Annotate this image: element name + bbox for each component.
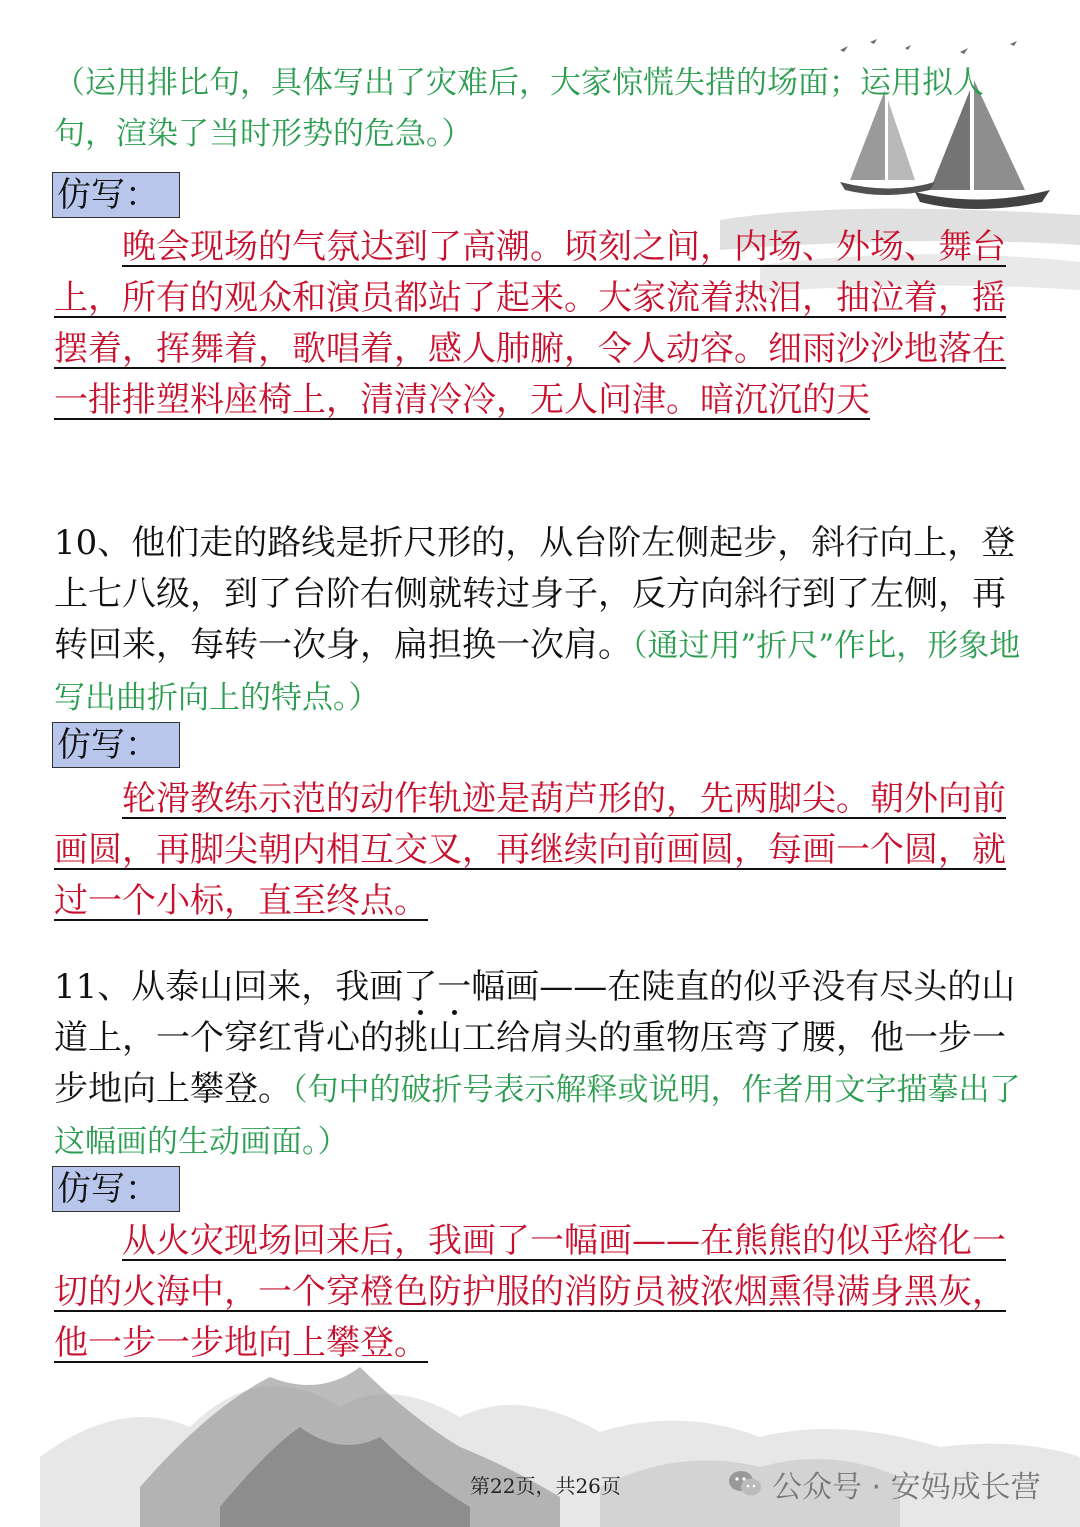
wechat-icon [728, 1469, 762, 1499]
imitation-text-2: 轮滑教练示范的动作轨迹是葫芦形的，先两脚尖。朝外向前画圆，再脚尖朝内相互交叉，再继续向前画圆，每画一个圆，就过一个小标，直至终点。 [54, 779, 1006, 921]
imitation-paragraph-3 [54, 1216, 1034, 1369]
imitation-paragraph-2 [54, 774, 1034, 927]
emphasis-dot-char-2: 一 [437, 967, 472, 1007]
example-sentence-10 [54, 518, 1034, 724]
page-number: 第22页，共26页 [470, 1474, 621, 1498]
wechat-account-watermark [728, 1462, 1041, 1506]
analysis-note-1: （运用排比句，具体写出了灾难后，大家惊慌失措的场面；运用拟人句，渲染了当时形势的危急。） [54, 65, 984, 152]
emphasis-dot-char-1: 了 [403, 967, 438, 1007]
imitation-label-1: 仿写： [52, 172, 180, 218]
imitation-text-1: 晚会现场的气氛达到了高潮。顷刻之间，内场、外场、舞台上，所有的观众和演员都站了起来。大家流着热泪，抽泣着，摇摆着，挥舞着，歌唱着，感人肺腑，令人动容。细雨沙沙地落在一排排塑料座椅上，清清冷冷，无人问津。暗沉沉的天 [54, 227, 1006, 420]
imitation-text-3: 从火灾现场回来后，我画了一幅画——在熊熊的似乎熔化一切的火海中，一个穿橙色防护服的消防员被浓烟熏得满身黑灰，他一步一步地向上攀登。 [54, 1221, 1006, 1363]
imitation-paragraph-1 [54, 222, 1034, 426]
sentence-text-11-end: 幅画——在陡直的似乎没有尽头的山道上，一个穿红背心的挑山工给肩头的重物压弯了腰，他一步一步地向上攀登。 [54, 967, 1016, 1109]
example-sentence-11 [54, 962, 1034, 1168]
imitation-label-2: 仿写： [52, 722, 180, 768]
sentence-text-10: 10、他们走的路线是折尺形的，从台阶左侧起步，斜行向上，登上七八级，到了台阶右侧就转过身子，反方向斜行到了左侧，再转回来，每转一次身，扁担换一次肩。 [54, 523, 1016, 665]
wechat-account-name: 公众号 · 安妈成长营 [772, 1470, 1041, 1505]
sentence-text-11-start: 11、从泰山回来，我画 [54, 967, 404, 1007]
analysis-note-2: （通过用”折尺”作比，形象地写出曲折向上的特点。） [54, 628, 1021, 716]
analysis-note-3: （句中的破折号表示解释或说明，作者用文字描摹出了这幅画的生动画面。） [54, 1072, 1021, 1160]
imitation-label-3: 仿写： [52, 1166, 180, 1212]
